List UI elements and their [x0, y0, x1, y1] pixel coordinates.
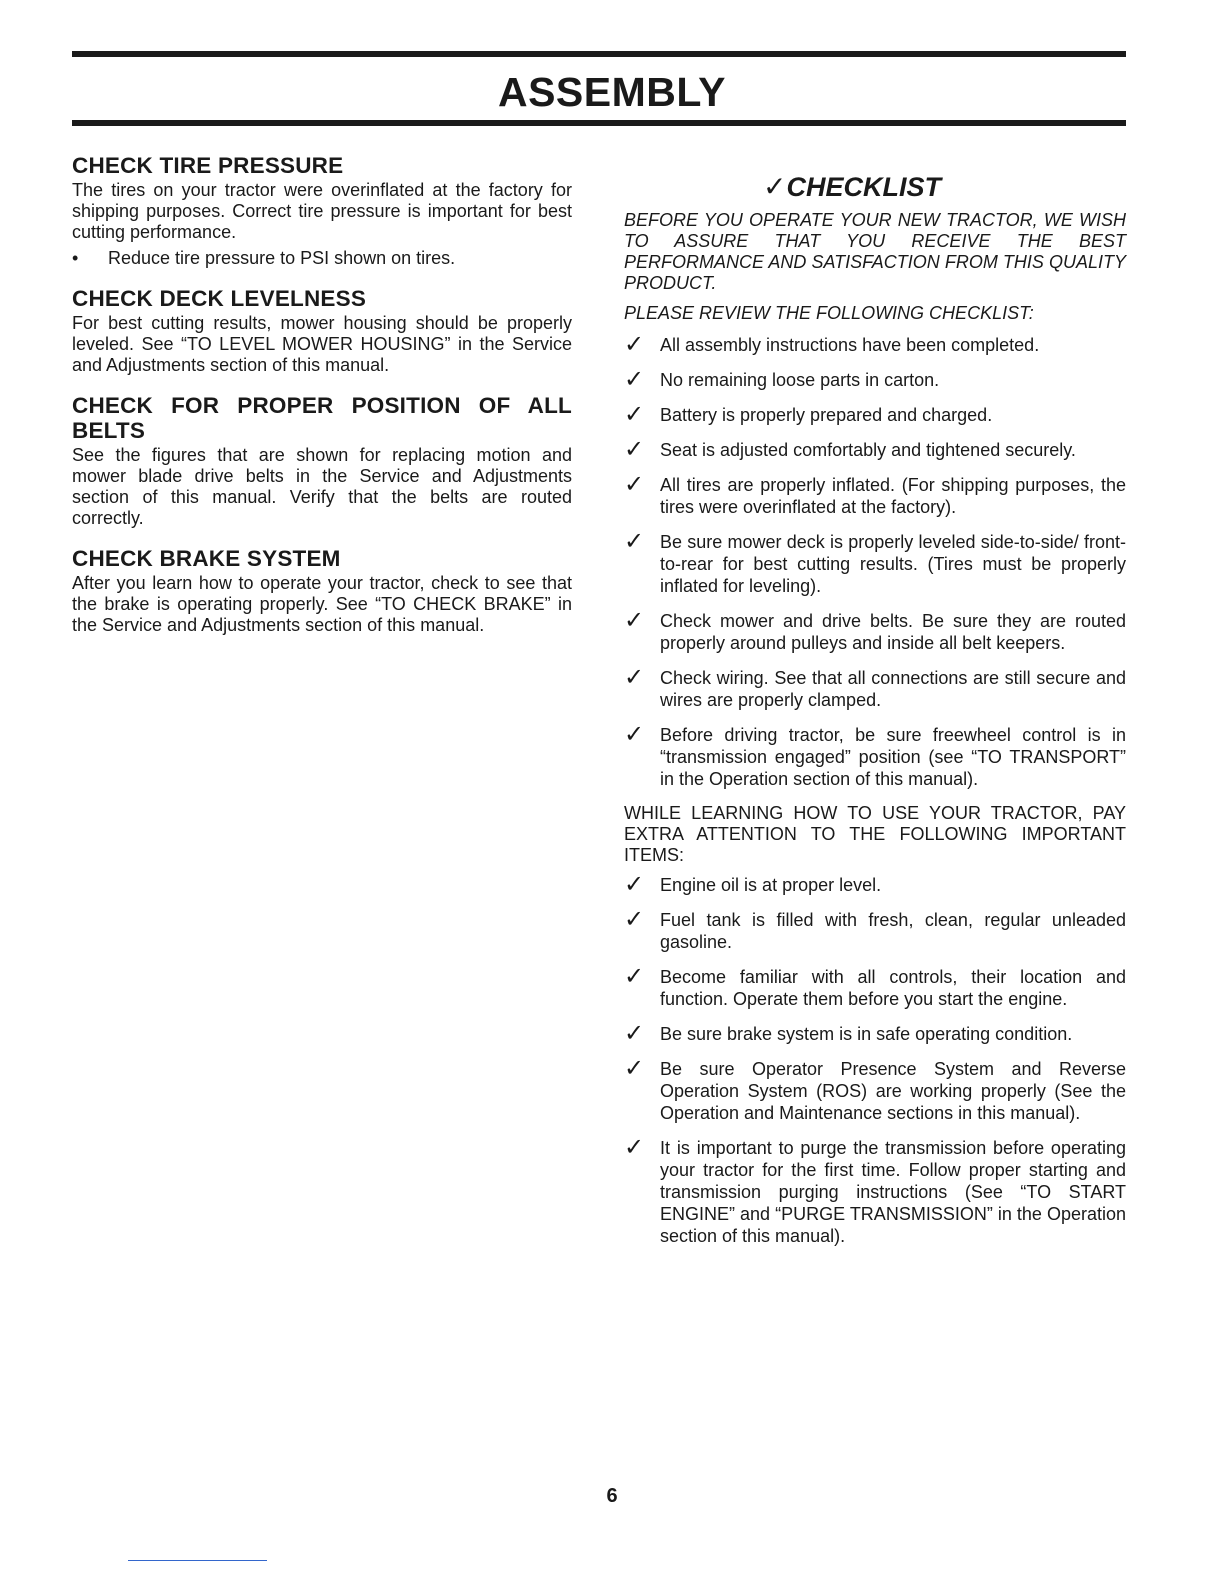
important-item: [624, 871, 1126, 898]
important-item-text: Fuel tank is filled with fresh, clean, regular unleaded gasoline.: [660, 910, 1126, 952]
check-icon: ✓: [624, 1020, 645, 1047]
checklist-item: [624, 721, 1126, 790]
important-item: [624, 963, 1126, 1010]
checklist-item: [624, 471, 1126, 518]
check-icon: ✓: [624, 1134, 645, 1161]
checklist-item-text: All assembly instructions have been completed.: [660, 335, 1040, 355]
check-icon: ✓: [624, 1055, 645, 1082]
header-rule-bottom: [72, 120, 1126, 126]
checklist-intro: BEFORE YOU OPERATE YOUR NEW TRACTOR, WE WISH TO ASSURE THAT YOU RECEIVE THE BEST PERFORMANCE AND SATISFACTION FROM THIS QUALITY PRODUCT.: [624, 210, 1126, 293]
section-belts: [72, 393, 572, 529]
checklist-item: [624, 664, 1126, 711]
checklist-review: PLEASE REVIEW THE FOLLOWING CHECKLIST:: [624, 303, 1034, 323]
important-item: [624, 1134, 1126, 1247]
section-body: After you learn how to operate your tractor, check to see that the brake is operating properly. See “TO CHECK BRAKE” in the Service and Adjustments section of this manual.: [72, 573, 572, 635]
checklist-item-text: Seat is adjusted comfortably and tightened securely.: [660, 440, 1076, 460]
check-icon: ✓: [624, 331, 645, 358]
checklist-item: [624, 401, 1126, 428]
section-body: The tires on your tractor were overinflated at the factory for shipping purposes. Correct tire pressure is important for best cutting performance.: [72, 180, 572, 242]
checklist-item-text: Check wiring. See that all connections are still secure and wires are properly clamped.: [660, 668, 1126, 710]
checklist-item: [624, 607, 1126, 654]
check-icon: ✓: [624, 906, 645, 933]
checklist-item: [624, 436, 1126, 463]
section-brake-system: [72, 546, 572, 636]
check-icon: ✓: [624, 528, 645, 555]
checklist-title: [624, 170, 1080, 204]
check-icon: ✓: [624, 664, 645, 691]
page-number: 6: [606, 1485, 618, 1507]
important-item-text: Be sure brake system is in safe operating condition.: [660, 1024, 1073, 1044]
important-item-text: Become familiar with all controls, their location and function. Operate them before you start the engine.: [660, 967, 1126, 1009]
important-item: [624, 1020, 1126, 1047]
check-icon: ✓: [624, 366, 645, 393]
footer-link-underline: [128, 1560, 267, 1561]
checklist-item: [624, 366, 1126, 393]
header-rule-top: [72, 51, 1126, 57]
important-item: [624, 906, 1126, 953]
section-heading: CHECK BRAKE SYSTEM: [72, 546, 341, 571]
check-icon: ✓: [624, 401, 645, 428]
section-tire-pressure: [72, 153, 572, 269]
page-title: ASSEMBLY: [497, 69, 727, 115]
section-heading: CHECK DECK LEVELNESS: [72, 286, 367, 311]
checklist-item-text: No remaining loose parts in carton.: [660, 370, 940, 390]
checklist-item-text: All tires are properly inflated. (For shipping purposes, the tires were overinflated at the factory).: [660, 475, 1126, 517]
checklist-items: [624, 331, 1126, 790]
important-item-text: It is important to purge the transmission before operating your tractor for the first time. Follow proper starting and transmission purging instructions (See “TO START ENGINE” and “PURGE TRANSMISSION” in the Operation section of this manual).: [660, 1138, 1126, 1246]
check-icon: ✓: [624, 721, 645, 748]
checklist-item-text: Battery is properly prepared and charged.: [660, 405, 993, 425]
important-items: [624, 871, 1126, 1247]
check-icon: ✓: [624, 607, 645, 634]
check-icon: ✓: [624, 871, 645, 898]
section-heading: CHECK FOR PROPER POSITION OF ALL BELTS: [72, 393, 572, 443]
section-deck-levelness: [72, 286, 572, 376]
checklist-item-text: Check mower and drive belts. Be sure they are routed properly around pulleys and inside all belt keepers.: [660, 611, 1126, 653]
important-item-text: Be sure Operator Presence System and Reverse Operation System (ROS) are working properly (See the Operation and Maintenance sections in this manual).: [660, 1059, 1126, 1123]
check-icon: ✓: [763, 171, 787, 202]
checklist-item: [624, 528, 1126, 597]
section-body: For best cutting results, mower housing should be properly leveled. See “TO LEVEL MOWER HOUSING” in the Service and Adjustments section of this manual.: [72, 313, 572, 375]
checklist-item: [624, 331, 1126, 358]
check-icon: ✓: [624, 471, 645, 498]
section-heading: CHECK TIRE PRESSURE: [72, 153, 344, 178]
attention-note: WHILE LEARNING HOW TO USE YOUR TRACTOR, PAY EXTRA ATTENTION TO THE FOLLOWING IMPORTANT ITEMS:: [624, 803, 1126, 865]
bullet-item: [72, 248, 572, 269]
bullet-text: Reduce tire pressure to PSI shown on tires.: [108, 248, 456, 268]
important-item-text: Engine oil is at proper level.: [660, 875, 882, 895]
check-icon: ✓: [624, 436, 645, 463]
checklist-column: [624, 170, 1126, 1260]
section-body: See the figures that are shown for replacing motion and mower blade drive belts in the Service and Adjustments section of this manual. Verify that the belts are routed correctly.: [72, 445, 572, 528]
check-icon: ✓: [624, 963, 645, 990]
checklist-item-text: Before driving tractor, be sure freewheel control is in “transmission engaged” position (see “TO TRANSPORT” in the Operation section of this manual).: [660, 725, 1126, 789]
bullet-icon: •: [72, 248, 79, 268]
important-item: [624, 1055, 1126, 1124]
checklist-item-text: Be sure mower deck is properly leveled side-to-side/ front-to-rear for best cutting results. (Tires must be properly inflated for leveling).: [660, 532, 1126, 596]
checklist-title-text: CHECKLIST: [786, 172, 941, 202]
left-column: [72, 153, 572, 653]
